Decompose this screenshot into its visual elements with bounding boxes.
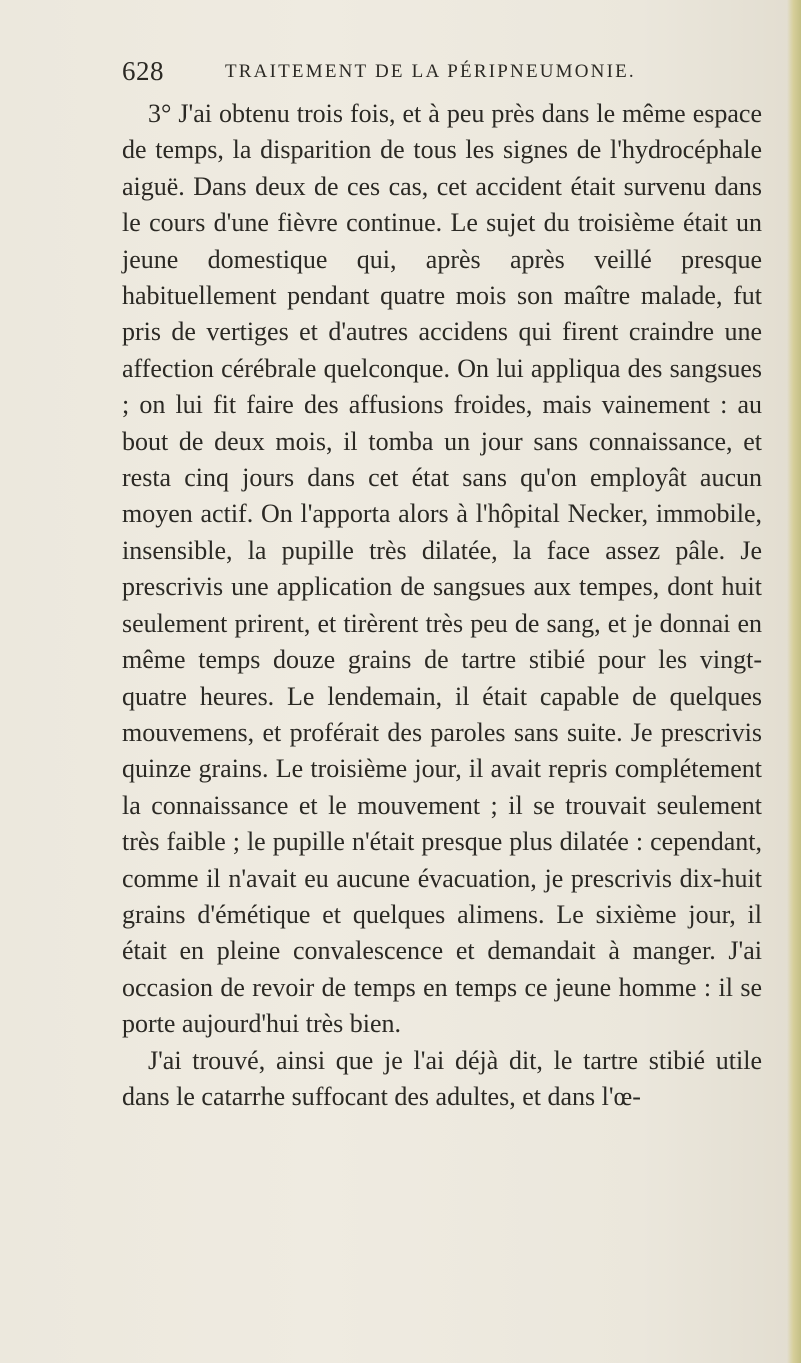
paragraph: 3° J'ai obtenu trois fois, et à peu près dans le même espace de temps, la disparition de tous les signes de l'hydrocéphale aiguë. Dans deux de ces cas, cet accident était survenu dans le cours d'une fièvre continue. Le sujet du troisième était un jeune domestique qui, après après veillé presque habituellement pendant quatre mois son maître malade, fut pris de vertiges et d'autres accidens qui firent craindre une affection cérébrale quelconque. On lui appliqua des sangsues ; on lui fit faire des affusions froides, mais vainement : au bout de deux mois, il tomba un jour sans connaissance, et resta cinq jours dans cet état sans qu'on employât aucun moyen actif. On l'apporta alors à l'hôpital Necker, immobile, insensible, la pupille très dilatée, la face assez pâle. Je prescrivis une application de sangsues aux tempes, dont huit seulement prirent, et tirèrent très peu de sang, et je donnai en même temps douze grains de tartre stibié pour les vingt-quatre heures. Le lendemain, il était capable de quelques mouvemens, et proférait des paroles sans suite. Je prescrivis quinze grains. Le troisième jour, il avait repris complétement la connaissance et le mouvement ; il se trouvait seulement très faible ; le pupille n'était presque plus dilatée : cependant, comme il n'avait eu aucune évacuation, je prescrivis dix-huit grains d'émétique et quelques alimens. Le sixième jour, il était en pleine convalescence et demandait à manger. J'ai occasion de revoir de temps en temps ce jeune homme : il se porte aujourd'hui très bien.	[122, 99, 762, 1039]
paragraph: J'ai trouvé, ainsi que je l'ai déjà dit, le tartre stibié utile dans le catarrhe suffocant des adultes, et dans l'œ-	[122, 1045, 762, 1111]
body-text	[122, 96, 762, 1115]
page-number: 628	[122, 56, 164, 86]
running-title: TRAITEMENT DE LA PÉRIPNEUMONIE.	[225, 61, 636, 82]
running-header	[122, 56, 762, 90]
page-edge	[787, 0, 801, 1363]
